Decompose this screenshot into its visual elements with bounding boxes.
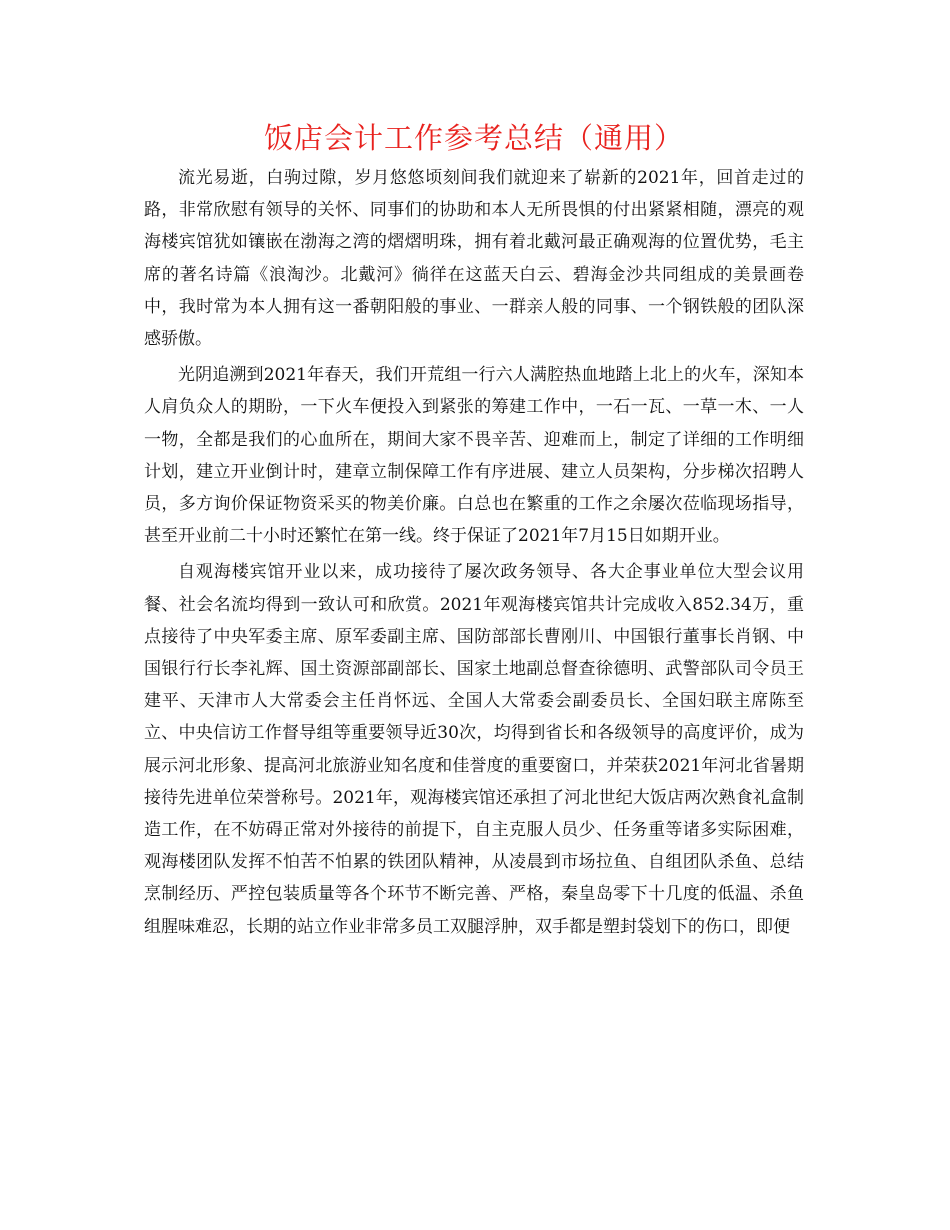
paragraph-achievements: 自观海楼宾馆开业以来，成功接待了屡次政务领导、各大企事业单位大型会议用餐、社会名流均得到一致认可和欣赏。2021年观海楼宾馆共计完成收入852.34万，重点接待了中央军委主席、原军委副主席、国防部部长曹刚川、中国银行董事长肖钢、中国银行行长李礼辉、国土资源部副部长、国家土地副总督查徐德明、武警部队司令员王建平、天津市人大常委会主任肖怀远、全国人大常委会副委员长、全国妇联主席陈至立、中央信访工作督导组等重要领导近30次，均得到省长和各级领导的高度评价，成为展示河北形象、提高河北旅游业知名度和佳誉度的重要窗口，并荣获2021年河北省暑期接待先进单位荣誉称号。2021年，观海楼宾馆还承担了河北世纪大饭店两次熟食礼盒制造工作，在不妨碍正常对外接待的前提下，自主克服人员少、任务重等诸多实际困难，观海楼团队发挥不怕苦不怕累的铁团队精神，从凌晨到市场拉鱼、自组团队杀鱼、总结烹制经历、严控包装质量等各个环节不断完善、严格，秦皇岛零下十几度的低温、杀鱼组腥味难忍，长期的站立作业非常多员工双腿浮肿，双手都是塑封袋划下的伤口，即便 <box>144 562 804 937</box>
document-title: 饭店会计工作参考总结（通用） <box>263 121 684 155</box>
paragraph-intro: 流光易逝，白驹过隙，岁月悠悠顷刻间我们就迎来了崭新的2021年，回首走过的路，非常欣慰有领导的关怀、同事们的协助和本人无所畏惧的付出紧紧相随，漂亮的观海楼宾馆犹如镶嵌在渤海之湾的熠熠明珠，拥有着北戴河最正确观海的位置优势，毛主席的著名诗篇《浪淘沙。北戴河》徜徉在这蓝天白云、碧海金沙共同组成的美景画卷中，我时常为本人拥有这一番朝阳般的事业、一群亲人般的同事、一个钢铁般的团队深感骄傲。 <box>144 168 804 350</box>
document-page <box>144 118 804 947</box>
paragraph-founding: 光阴追溯到2021年春天，我们开荒组一行六人满腔热血地踏上北上的火车，深知本人肩负众人的期盼，一下火车便投入到紧张的筹建工作中，一石一瓦、一草一木、一人一物，全都是我们的心血所在，期间大家不畏辛苦、迎难而上，制定了详细的工作明细计划，建立开业倒计时，建章立制保障工作有序进展、建立人员架构，分步梯次招聘人员，多方询价保证物资采买的物美价廉。白总也在繁重的工作之余屡次莅临现场指导，甚至开业前二十小时还繁忙在第一线。终于保证了2021年7月15日如期开业。 <box>144 365 804 547</box>
